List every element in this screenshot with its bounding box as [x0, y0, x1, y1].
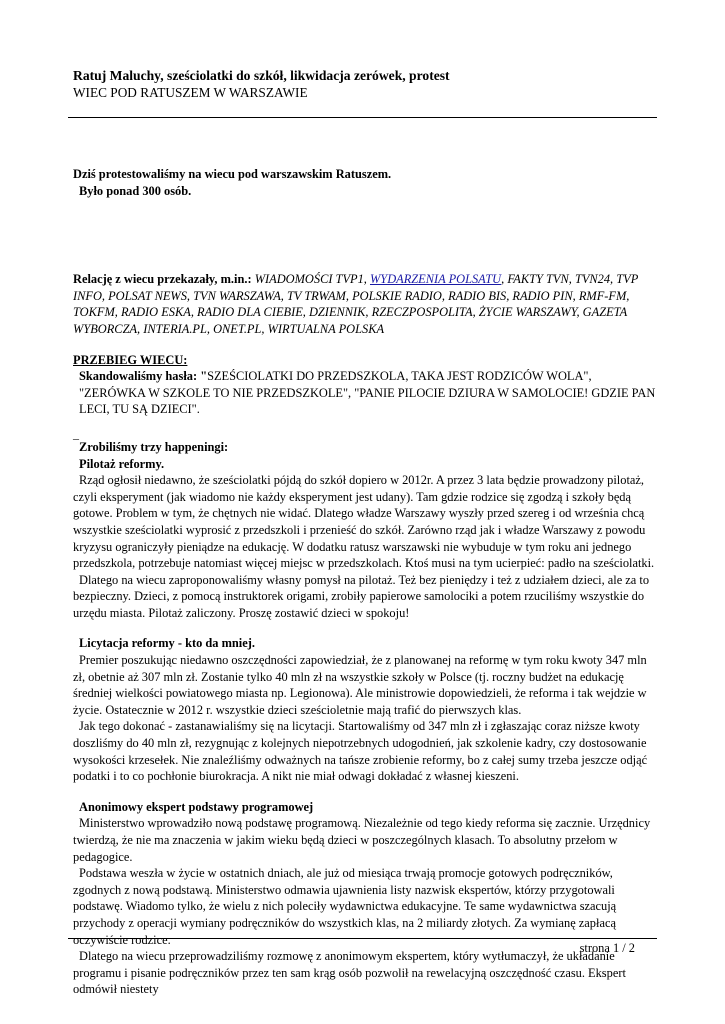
licytacja-paragraph-1: Premier poszukując niedawno oszczędności zapowiedział, że z planowanej na reformę w tym roku kwoty 347 mln zł, obetnie aż 307 mln zł. Zostanie tylko 40 mln zł na wszystkie szkoły w Polsce (tj. roczny budżet na edukację średniej wielkości powiatowego miasta np. Legionowa). Ale ministrowie dopowiedzieli, że reforma i tak wejdzie w życie. Ostatecznie w 2012 r. wszystkie dzieci sześcioletnie mają trafić do pierwszych klas. — [73, 653, 647, 717]
page-header — [73, 68, 663, 101]
slogans-label: Skandowaliśmy hasła: " — [79, 369, 208, 384]
intro-line-2: Było ponad 300 osób. — [79, 183, 192, 198]
spacer — [73, 418, 659, 429]
slogans-text: SZEŚCIOLATKI DO PRZEDSZKOLA, TAKA JEST RODZICÓW WOLA", "ZERÓWKA W SZKOLE TO NIE PRZEDSZKOLE", "PANIE PILOCIE DZIURA W SAMOLOCIE! GDZIE PAN LECI, TU SĄ DZIECI". — [79, 369, 656, 417]
slogans-paragraph — [73, 368, 659, 418]
pilotaz-title: Pilotaż reformy. — [79, 456, 165, 471]
pilotaz-paragraph-2: Dlatego na wiecu zaproponowaliśmy własny pomysł na pilotaż. Też bez pieniędzy i też z udziałem dzieci, ale za to bezpieczny. Dzieci, z pomocą instruktorek origami, zrobiły papierowe samolociki a potem rzuciliśmy wszystkie do urzędu miasta. Pilotaż zaliczony. Proszę zostawić dzieci w spokoju! — [73, 572, 650, 620]
ekspert-paragraph-1: Ministerstwo wprowadziło nową podstawę programową. Niezależnie od tego kiedy reforma się zacznie. Urzędnicy twierdzą, że nie ma znaczenia w jakim wieku będą dzieci w poszczególnych klasach. To absolutny przełom w pedagogice. — [73, 816, 651, 864]
polsat-link[interactable]: WYDARZENIA POLSATU — [369, 272, 502, 287]
happenings-heading: Zrobiliśmy trzy happeningi: — [79, 439, 229, 454]
ekspert-paragraph-2: Podstawa weszła w życie w ostatnich dniach, ale już od miesiąca trwają promocje gotowych podręczników, zgodnych z nową podstawą. Ministerstwo odmawia ujawnienia listy nazwisk ekspertów, którzy przygotowali podstawę. Wiadomo tylko, że wielu z nich poleciły wydawnictwa edukacyjne. Te same wydawnictwa szacują przychody z operacji wymiany podręczników do wszystkich klas, na 2 miliardy złotych. Za wymianę zapłacą oczywiście rodzice. — [73, 866, 617, 947]
article-body — [73, 166, 659, 998]
spacer — [73, 199, 659, 271]
licytacja-paragraph-2: Jak tego dokonać - zastanawialiśmy się na licytacji. Startowaliśmy od 347 mln zł i zgłaszając coraz niższe kwoty doszliśmy do 40 mln zł, rezygnując z kolejnych niepotrzebnych udogodnień, jak szkolenie kadry, czy dostosowanie wysokości krzesełek. Nie znaleźliśmy odważnych na tańsze zrobienie reformy, bo z całej sumy trzeba jeszcze odjąć podatki i to co pochłonie biurokracja. A nikt nie miał odwagi dokładać z własnej kieszeni. — [73, 719, 648, 784]
footer-divider — [68, 938, 657, 939]
media-list-before: WIADOMOŚCI TVP1, — [251, 272, 370, 287]
media-coverage-paragraph — [73, 271, 659, 337]
spacer — [73, 338, 659, 352]
pilotaz-paragraph-1: Rząd ogłosił niedawno, że sześciolatki pójdą do szkół dopiero w 2012r. A przez 3 lata będzie prowadzony pilotaż, czyli eksperyment (jak wiadomo nie każdy eksperyment jest udany). Tam gdzie rodzice się zgodzą i szkoły będą gotowe. Problem w tym, że chętnych nie widać. Dlatego władze Warszawy wyszły przed szereg i od września chcą wszystkie sześciolatki wyprosić z przedszkoli i przenieść do szkół. Zarówno rząd jak i władze Warszawy z powodu kryzysu ograniczyły pieniądze na edukację. W dodatku ratusz warszawski nie wybuduje w tym roku ani jednego przedszkola, potrzebuje natomiast więcej miejsc w przedszkolach. Ktoś musi na tym ucierpieć: padło na sześciolatki. — [73, 473, 655, 571]
licytacja-title: Licytacja reformy - kto da mniej. — [79, 636, 255, 651]
spacer — [73, 785, 659, 799]
document-subtitle: WIEC POD RATUSZEM W WARSZAWIE — [73, 85, 308, 100]
media-list-after: , FAKTY TVN, TVN24, TVP INFO, POLSAT NEWS, TVN WARSZAWA, TV TRWAM, POLSKIE RADIO, RADIO BIS, RADIO PIN, RMF-FM, TOKFM, RADIO ESKA, RADIO DLA CIEBIE, DZIENNIK, RZECZPOSPOLITA, ŻYCIE WARSZAWY, GAZETA WYBORCZA, INTERIA.PL, ONET.PL, WIRTUALNA POLSKA — [73, 272, 639, 336]
ekspert-title: Anonimowy ekspert podstawy programowej — [79, 799, 314, 814]
page-number: strona 1 / 2 — [579, 941, 635, 955]
media-coverage-lead: Relację z wiecu przekazały, m.in.: — [73, 272, 252, 287]
przebieg-heading: PRZEBIEG WIECU: — [73, 352, 188, 367]
spacer — [73, 621, 659, 635]
document-title: Ratuj Maluchy, sześciolatki do szkół, likwidacja zerówek, protest — [73, 68, 450, 83]
separator-dash: _ — [73, 426, 79, 441]
intro-line-1: Dziś protestowaliśmy na wiecu pod warszawskim Ratuszem. — [73, 167, 392, 181]
header-divider — [68, 117, 657, 118]
ekspert-paragraph-3: Dlatego na wiecu przeprowadziliśmy rozmowę z anonimowym ekspertem, który wytłumaczył, że układanie programu i pisanie podręczników przez ten sam krąg osób pozwolił na rewelacyjną oszczędność czasu. Ekspert odmówił niestety — [73, 949, 626, 997]
